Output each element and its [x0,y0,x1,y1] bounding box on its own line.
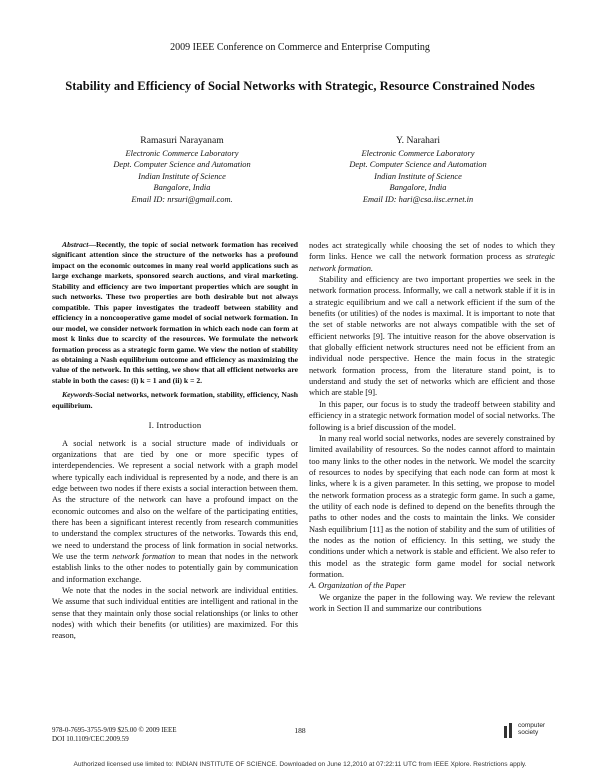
keywords-text: -Social networks, network formation, stability, efficiency, Nash equilibrium. [52,390,298,410]
author-email: Email ID: hari@csa.iisc.ernet.in [362,194,474,204]
paragraph-text: A social network is a social structure made of individuals or organizations that are tied by one or more specific types of interdependencies. We represent a social network with a graph model where typically each individual is represented by a node, and there is an edge between two nodes if there exists a social interaction between them. As the structure of the network can have a profound impact on the economic outcomes and also on the welfare of the participating entities, there has been a significant interest recently from research communities to understand the complex structures of the networks. Towards this end, we need to understand the process of link formation in social networks. We use the term [52,438,298,562]
logo-line-2: society [518,729,539,736]
keywords-label: Keywords [62,390,93,400]
author-name: Y. Narahari [395,135,441,146]
author-lab: Electronic Commerce Laboratory [125,148,239,158]
author-institute: Indian Institute of Science [374,171,462,181]
paragraph [52,438,298,585]
abstract-text: Recently, the topic of social network formation has received significant attention since the structure of the networks has a profound impact on the economic outcomes in many real world applications such as large exchange markets, sponsored search auctions, and viral marketing. Stability and efficiency are two important properties which are sought in such networks. These two properties are both desirable but not always compatible. This paper investigates the tradeoff between stability and efficiency in a noncooperative game model of social network formation. In our model, we consider network formation in which each node can form at most k links due to scarcity of the resources. We formulate the network formation process as a strategic form game. We view the notion of stability as obtaining a Nash equilibrium outcome and efficiency as maximizing the value of the network. In this setting, we show that all efficient networks are stable in both the cases: (i) k = 1 and (ii) k = 2. [52,240,298,385]
license-notice: Authorized licensed use limited to: INDIAN INSTITUTE OF SCIENCE. Downloaded on June 12,2010 at 07:22:11 UTC from IEEE Xplore. Restrictions apply. [73,761,527,768]
paragraph-text: to mean that nodes in the network establish links to the other nodes to potentially gain by communication and information exchange. [52,552,299,584]
section-heading-introduction: I. Introduction [148,420,202,431]
footer-isbn: 978-0-7695-3755-9/09 $25.00 © 2009 IEEE [52,726,177,734]
subsection-heading-organization: A. Organization of the Paper [309,581,406,591]
conference-header: 2009 IEEE Conference on Commerce and Enterprise Computing [170,42,430,53]
abstract-dash: — [88,240,96,249]
paragraph: In many real world social networks, nodes are severely constrained by limited availability of resources. So the nodes cannot afford to maintain too many links to the other nodes in the network. We model the scarcity of resources to nodes by specifying that each node can form at most k links, where k is a given parameter. In this setting, we propose to model the network formation process as a strategic form game. In such a game, the utility of each node is defined to depend on the benefits through the paths to other nodes and the costs to maintain the links. We consider Nash equilibrium [11] as the notion of stability and the sum of utilities of the nodes as the notion of efficiency. In this setting, we study the conditions under which a network is stable and efficient. We also refer to this model as the strategic form game model for social network formation. [309,433,555,579]
author-institute: Indian Institute of Science [138,171,226,181]
author-city: Bangalore, India [389,183,447,193]
author-dept: Dept. Computer Science and Automation [349,160,487,170]
paragraph-text: nodes act strategically while choosing the set of nodes to which they form links. Hence we call the network formation process as [309,241,555,262]
abstract-label: Abstract [62,240,89,249]
keywords [52,390,298,411]
term-network-formation: network formation [112,552,176,562]
left-column [52,240,298,642]
paragraph: We note that the nodes in the social network are individual entities. We assume that such individual entities are intelligent and rational in the sense that they maintain only those social relationships (or links to other nodes) with which their benefits (or utilities) are maximized. For this reason, [52,586,298,641]
abstract [52,240,298,386]
author-block-2 [298,135,538,206]
author-dept: Dept. Computer Science and Automation [113,160,251,170]
paragraph: Stability and efficiency are two important properties we seek in the network formation process. Informally, we call a network stable if it is in a strategic equilibrium and we call a network efficient if the sum of the benefits (or utilities) of the nodes is maximal. It is important to note that the set of stable networks are not always compatible with the set of efficient networks [9]. The intuitive reason for the above observation is that globally efficient network structures need not be efficient from an individual node perspective. Hence the main focus in the strategic network formation process, from the literature stand point, is to understand and study the set of networks which are efficient and those which are stable [9]. [309,275,555,398]
author-name: Ramasuri Narayanam [140,135,224,146]
author-city: Bangalore, India [153,183,211,193]
right-column [309,240,555,614]
paragraph: We organize the paper in the following way. We review the relevant work in Section II and summarize our contributions [309,592,555,613]
footer-doi: DOI 10.1109/CEC.2009.59 [52,735,129,743]
page-number: 188 [294,726,306,735]
paragraph [309,240,555,274]
term-strategic-network-formation: strategic network formation. [309,252,556,273]
paper-title: Stability and Efficiency of Social Networks with Strategic, Resource Constrained Nodes [65,79,535,93]
author-block-1 [62,135,302,206]
logo-line-1: computer [518,722,546,729]
author-email: Email ID: nrsuri@gmail.com. [131,194,233,204]
logo-text [518,722,545,736]
paragraph: In this paper, our focus is to study the tradeoff between stability and efficiency in a strategic network formation model of social networks. The following is a brief discussion of the model. [309,399,555,432]
author-lab: Electronic Commerce Laboratory [361,148,475,158]
